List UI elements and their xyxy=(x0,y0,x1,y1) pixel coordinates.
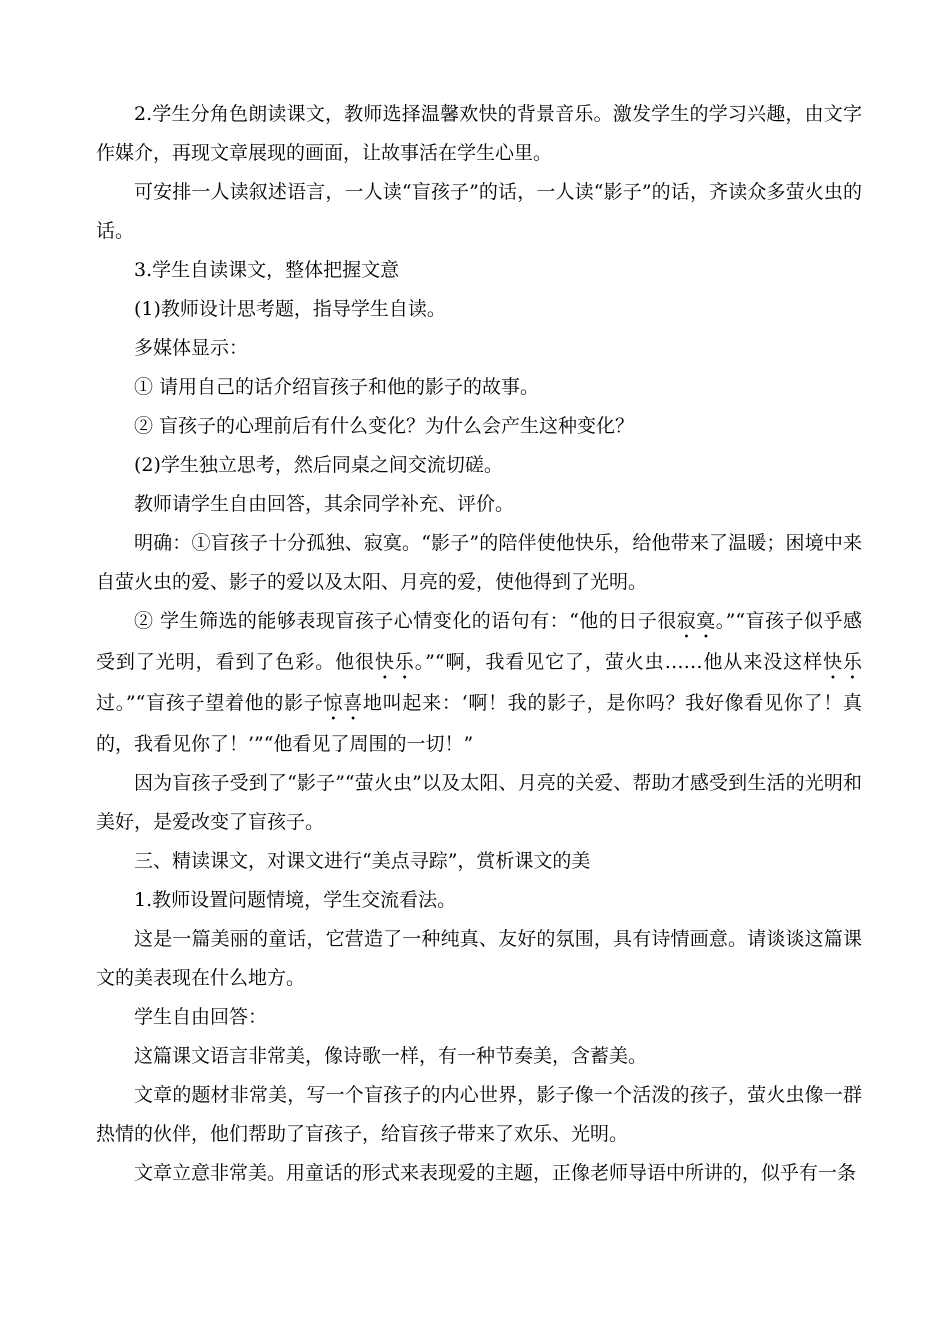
text-run: 地叫起来：‘啊！我的影子，是你吗？我好像看见你了！真的，我看见你了！’”“他看见了周围的一切！” xyxy=(96,692,862,755)
paragraph: 三、精读课文，对课文进行“美点寻踪”，赏析课文的美 xyxy=(134,850,591,872)
paragraph: 因为盲孩子受到了“影子”“萤火虫”以及太阳、月亮的关爱、帮助才感受到生活的光明和美好，是爱改变了盲孩子。 xyxy=(96,772,862,833)
paragraph: 明确：①盲孩子十分孤独、寂寞。“影子”的陪伴使他快乐，给他带来了温暖；困境中来自萤火虫的爱、影子的爱以及太阳、月亮的爱，使他得到了光明。 xyxy=(96,532,862,593)
document-body xyxy=(96,95,862,1193)
paragraph: 这篇课文语言非常美，像诗歌一样，有一种节奏美，含蓄美。 xyxy=(134,1045,648,1067)
paragraph: 教师请学生自由回答，其余同学补充、评价。 xyxy=(134,493,515,515)
text-run: 。”“啊，我看见它了，萤火虫……他从来没这样 xyxy=(414,651,824,673)
paragraph: (1)教师设计思考题，指导学生自读。 xyxy=(134,298,446,320)
paragraph: 可安排一人读叙述语言，一人读“盲孩子”的话，一人读“影子”的话，齐读众多萤火虫的话。 xyxy=(96,181,862,242)
paragraph: 文章立意非常美。用童话的形式来表现爱的主题，正像老师导语中所讲的，似乎有一条 xyxy=(134,1162,857,1184)
paragraph: 这是一篇美丽的童话，它营造了一种纯真、友好的氛围，具有诗情画意。请谈谈这篇课文的美表现在什么地方。 xyxy=(96,928,862,989)
emphasis-word: 快乐 xyxy=(823,651,862,673)
paragraph: 3.学生自读课文，整体把握文意 xyxy=(134,259,400,281)
paragraph: 学生自由回答： xyxy=(134,1006,268,1028)
paragraph: (2)学生独立思考，然后同桌之间交流切磋。 xyxy=(134,454,503,476)
emphasis-word: 寂寞 xyxy=(676,610,716,632)
paragraph: ② 盲孩子的心理前后有什么变化？为什么会产生这种变化？ xyxy=(134,415,635,437)
paragraph: 1.教师设置问题情境，学生交流看法。 xyxy=(134,889,457,911)
text-run: 过。”“盲孩子望着他的影子 xyxy=(96,692,324,714)
text-run: ② 学生筛选的能够表现盲孩子心情变化的语句有：“他的日子很 xyxy=(134,610,677,632)
paragraph: ① 请用自己的话介绍盲孩子和他的影子的故事。 xyxy=(134,376,540,398)
emphasis-word: 惊喜 xyxy=(323,692,363,714)
paragraph: 多媒体显示： xyxy=(134,337,249,359)
paragraph: 文章的题材非常美，写一个盲孩子的内心世界，影子像一个活泼的孩子，萤火虫像一群热情的伙伴，他们帮助了盲孩子，给盲孩子带来了欢乐、光明。 xyxy=(96,1084,862,1145)
paragraph-emphasis xyxy=(96,602,862,764)
paragraph: 2.学生分角色朗读课文，教师选择温馨欢快的背景音乐。激发学生的学习兴趣，由文字作媒介，再现文章展现的画面，让故事活在学生心里。 xyxy=(96,103,862,164)
text-run: 。”“盲孩子似乎感受到了光明，看到了色彩。他很 xyxy=(96,610,862,673)
emphasis-word: 快乐 xyxy=(374,651,415,673)
